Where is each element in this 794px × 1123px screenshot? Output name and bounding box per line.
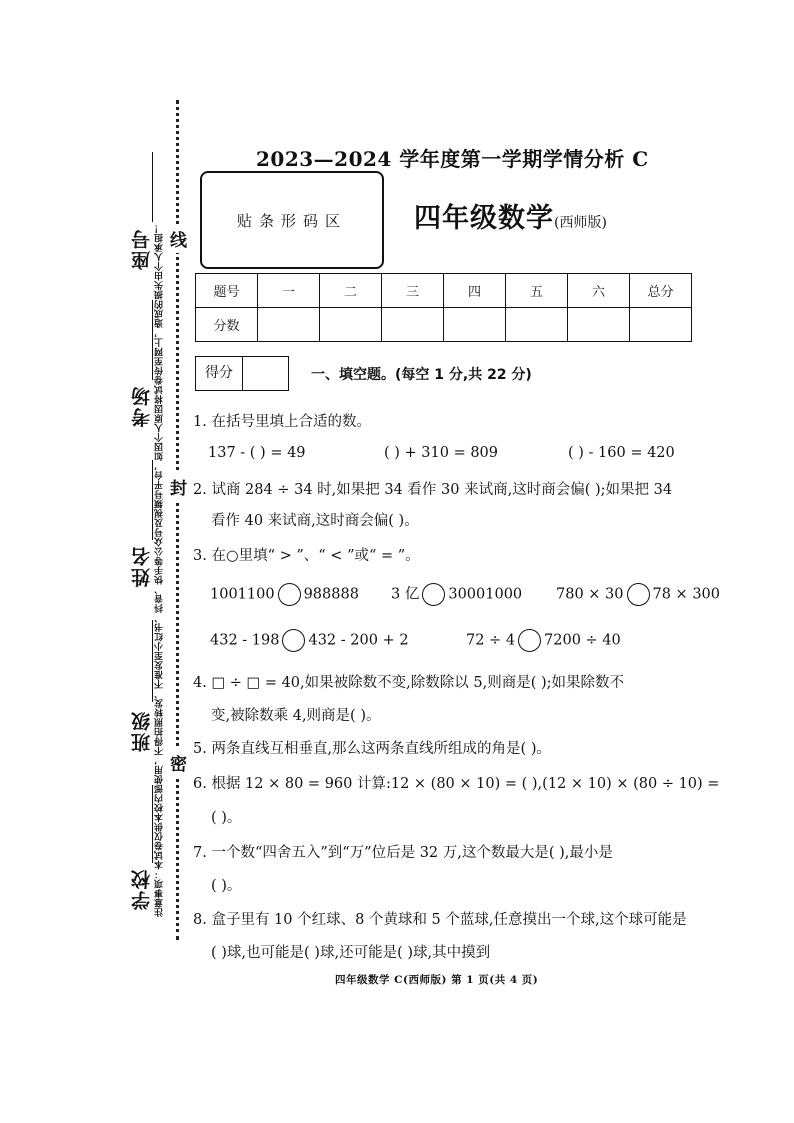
compare-circle[interactable] bbox=[282, 629, 305, 652]
question-7-line2: ( )。 bbox=[211, 878, 242, 894]
compare-left: 3 亿 bbox=[391, 586, 420, 603]
compare-item bbox=[210, 629, 409, 652]
exam-room-line[interactable] bbox=[152, 300, 153, 380]
name-line[interactable] bbox=[152, 460, 153, 540]
class-label: 班级 bbox=[131, 710, 153, 752]
question-1a: 137 - ( ) = 49 bbox=[208, 445, 306, 461]
name-label: 姓名 bbox=[131, 545, 153, 587]
question-6-line1: 6. 根据 12 × 80 = 960 计算:12 × (80 × 10) = ( ),(12 × 10) × (80 ÷ 10) = bbox=[193, 776, 720, 792]
page-footer: 四年级数学 C(西师版) 第 1 页(共 4 页) bbox=[335, 974, 539, 986]
score-cell: 题号 bbox=[196, 274, 258, 308]
compare-circle[interactable] bbox=[422, 583, 445, 606]
compare-right: 432 - 200 + 2 bbox=[308, 632, 409, 649]
score-input-cell[interactable] bbox=[568, 308, 630, 342]
question-2-line1: 2. 试商 284 ÷ 34 时,如果把 34 看作 30 来试商,这时商会偏( );如果把 34 bbox=[193, 482, 673, 498]
cut-mark-secret: 密 bbox=[170, 748, 187, 777]
barcode-area bbox=[200, 171, 384, 269]
edition-label: (西师版) bbox=[554, 215, 607, 231]
score-table-value-row bbox=[196, 308, 692, 342]
score-cell: 分数 bbox=[196, 308, 258, 342]
school-label: 学校 bbox=[131, 868, 153, 910]
seat-number-label: 座号 bbox=[131, 228, 153, 270]
score-table-header-row bbox=[196, 274, 692, 308]
score-input-cell[interactable] bbox=[444, 308, 506, 342]
question-1-text: 1. 在括号里填上合适的数。 bbox=[193, 414, 371, 430]
question-1c: ( ) - 160 = 420 bbox=[568, 445, 675, 461]
compare-left: 72 ÷ 4 bbox=[466, 632, 516, 649]
compare-right: 7200 ÷ 40 bbox=[544, 632, 621, 649]
section-heading: 一、填空题。(每空 1 分,共 22 分) bbox=[311, 367, 532, 383]
compare-item bbox=[210, 583, 359, 606]
exam-room-label: 考场 bbox=[131, 385, 153, 427]
compare-item bbox=[556, 583, 720, 606]
score-input-cell[interactable] bbox=[382, 308, 444, 342]
compare-right: 78 × 300 bbox=[652, 586, 720, 603]
score-cell: 一 bbox=[258, 274, 320, 308]
school-line[interactable] bbox=[152, 785, 153, 863]
score-cell: 五 bbox=[506, 274, 568, 308]
score-input-cell[interactable] bbox=[506, 308, 568, 342]
question-8-line2: ( )球,也可能是( )球,还可能是( )球,其中摸到 bbox=[211, 945, 491, 961]
score-cell: 二 bbox=[320, 274, 382, 308]
score-input-cell[interactable] bbox=[258, 308, 320, 342]
compare-right: 30001000 bbox=[448, 586, 523, 603]
compare-left: 432 - 198 bbox=[210, 632, 280, 649]
seat-number-line[interactable] bbox=[152, 152, 153, 222]
exam-title: 2023—2024 学年度第一学期学情分析 C bbox=[256, 147, 649, 171]
question-4-line1: 4. □ ÷ □ = 40,如果被除数不变,除数除以 5,则商是( );如果除数不 bbox=[193, 675, 624, 691]
question-6-line2: ( )。 bbox=[211, 810, 242, 826]
question-2-line2: 看作 40 来试商,这时商会偏( )。 bbox=[211, 513, 419, 529]
cut-mark-seal: 封 bbox=[170, 472, 187, 501]
section-score-label: 得分 bbox=[196, 357, 243, 390]
compare-left: 780 × 30 bbox=[556, 586, 624, 603]
score-input-cell[interactable] bbox=[630, 308, 692, 342]
compare-circle[interactable] bbox=[278, 583, 301, 606]
section-score-box bbox=[195, 356, 289, 391]
compare-circle[interactable] bbox=[518, 629, 541, 652]
exam-notice: 注意事项：本试卷仅供本校内部使用，不得拍照转发、不准发至小红书、抖音、快手等公众号及视频号平台，如因个人原因将试卷传至网上，造成的损失由个人承担！ bbox=[155, 223, 165, 917]
section-score-input[interactable] bbox=[243, 357, 287, 390]
subject-title bbox=[414, 196, 607, 235]
score-table bbox=[195, 273, 692, 342]
compare-item bbox=[391, 583, 522, 606]
barcode-label: 贴条形码区 bbox=[236, 211, 347, 230]
cut-mark-line: 线 bbox=[170, 224, 187, 253]
score-cell: 三 bbox=[382, 274, 444, 308]
subject-name: 四年级数学 bbox=[414, 203, 554, 234]
compare-right: 988888 bbox=[303, 586, 359, 603]
question-1b: ( ) + 310 = 809 bbox=[384, 445, 499, 461]
compare-left: 1001100 bbox=[210, 586, 275, 603]
question-7-line1: 7. 一个数“四舍五入”到“万”位后是 32 万,这个数最大是( ),最小是 bbox=[193, 845, 613, 861]
question-3-text: 3. 在○里填“ > ”、“ < ”或“ = ”。 bbox=[193, 548, 420, 564]
score-cell: 四 bbox=[444, 274, 506, 308]
question-5-text: 5. 两条直线互相垂直,那么这两条直线所组成的角是( )。 bbox=[193, 741, 551, 757]
compare-item bbox=[466, 629, 621, 652]
question-4-line2: 变,被除数乘 4,则商是( )。 bbox=[211, 708, 381, 724]
score-cell: 六 bbox=[568, 274, 630, 308]
score-input-cell[interactable] bbox=[320, 308, 382, 342]
question-8-line1: 8. 盒子里有 10 个红球、8 个黄球和 5 个蓝球,任意摸出一个球,这个球可能是 bbox=[193, 912, 687, 928]
class-line[interactable] bbox=[152, 620, 153, 702]
score-cell: 总分 bbox=[630, 274, 692, 308]
compare-circle[interactable] bbox=[627, 583, 650, 606]
